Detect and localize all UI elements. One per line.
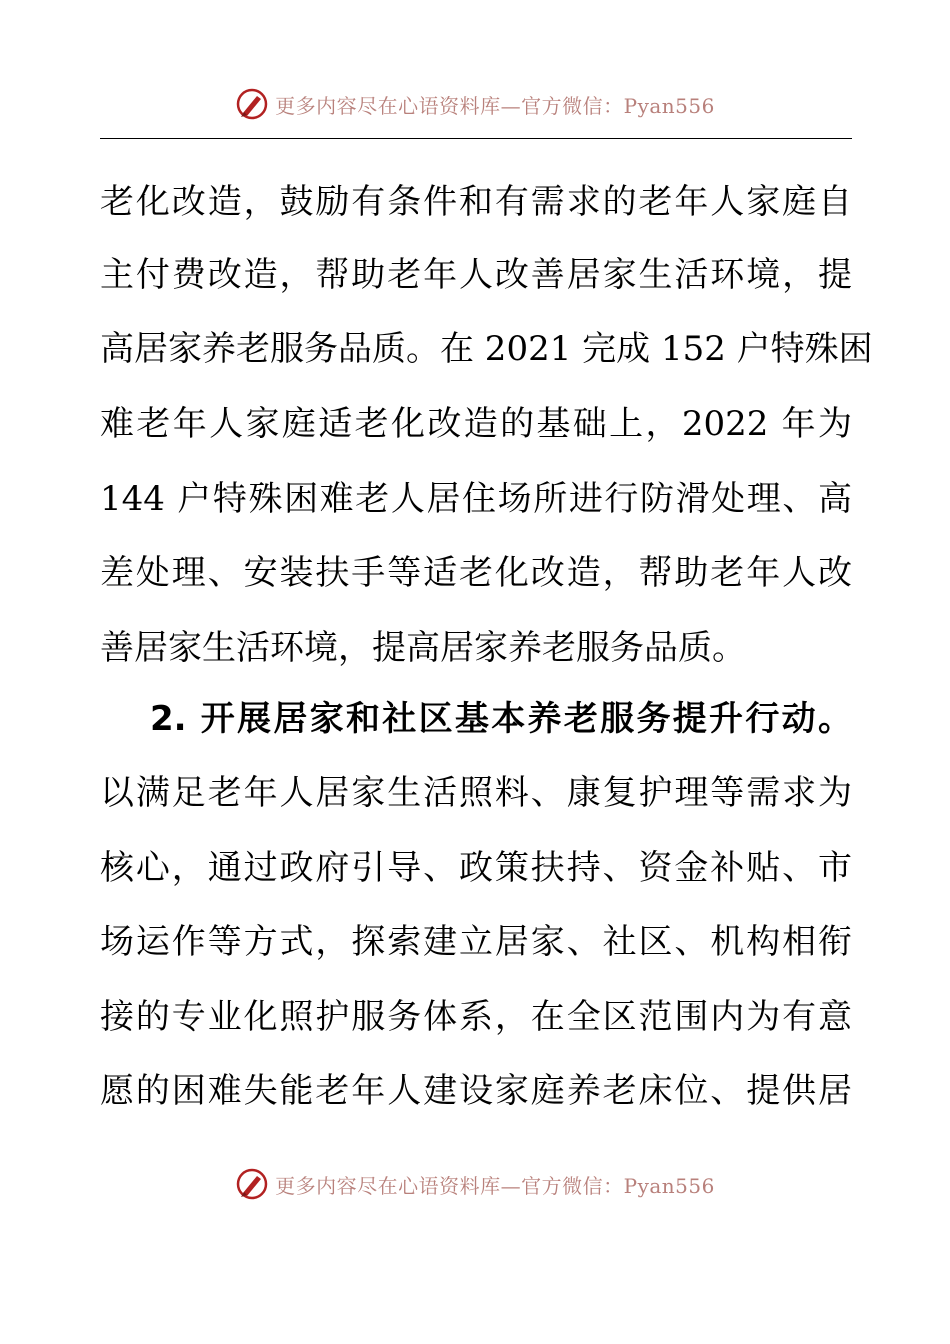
body-line: 主付费改造，帮助老年人改善居家生活环境，提 bbox=[100, 255, 852, 295]
footer-banner bbox=[0, 1164, 950, 1204]
body-line: 善居家生活环境，提高居家养老服务品质。 bbox=[100, 628, 746, 668]
header-banner bbox=[0, 84, 950, 124]
body-line: 高居家养老服务品质。在 2021 完成 152 户特殊困 bbox=[100, 329, 873, 369]
footer-banner-text: 更多内容尽在心语资料库—官方微信：Pyan556 bbox=[275, 1173, 715, 1198]
body-line: 愿的困难失能老年人建设家庭养老床位、提供居 bbox=[100, 1071, 852, 1111]
body-line: 接的专业化照护服务体系，在全区范围内为有意 bbox=[100, 997, 852, 1037]
pen-logo-icon bbox=[235, 87, 269, 121]
body-line: 老化改造，鼓励有条件和有需求的老年人家庭自 bbox=[100, 182, 852, 222]
body-line: 以满足老年人居家生活照料、康复护理等需求为 bbox=[100, 773, 852, 813]
header-banner-text: 更多内容尽在心语资料库—官方微信：Pyan556 bbox=[275, 93, 715, 118]
body-line: 核心，通过政府引导、政策扶持、资金补贴、市 bbox=[100, 848, 852, 888]
body-line: 难老年人家庭适老化改造的基础上，2022 年为 bbox=[100, 404, 852, 444]
header-divider bbox=[100, 138, 852, 139]
body-line: 场运作等方式，探索建立居家、社区、机构相衔 bbox=[100, 922, 852, 962]
body-line: 差处理、安装扶手等适老化改造，帮助老年人改 bbox=[100, 553, 852, 593]
pen-logo-icon bbox=[235, 1167, 269, 1201]
body-line: 144 户特殊困难老人居住场所进行防滑处理、高 bbox=[100, 479, 852, 519]
section-heading: 2. 开展居家和社区基本养老服务提升行动。 bbox=[150, 699, 852, 739]
